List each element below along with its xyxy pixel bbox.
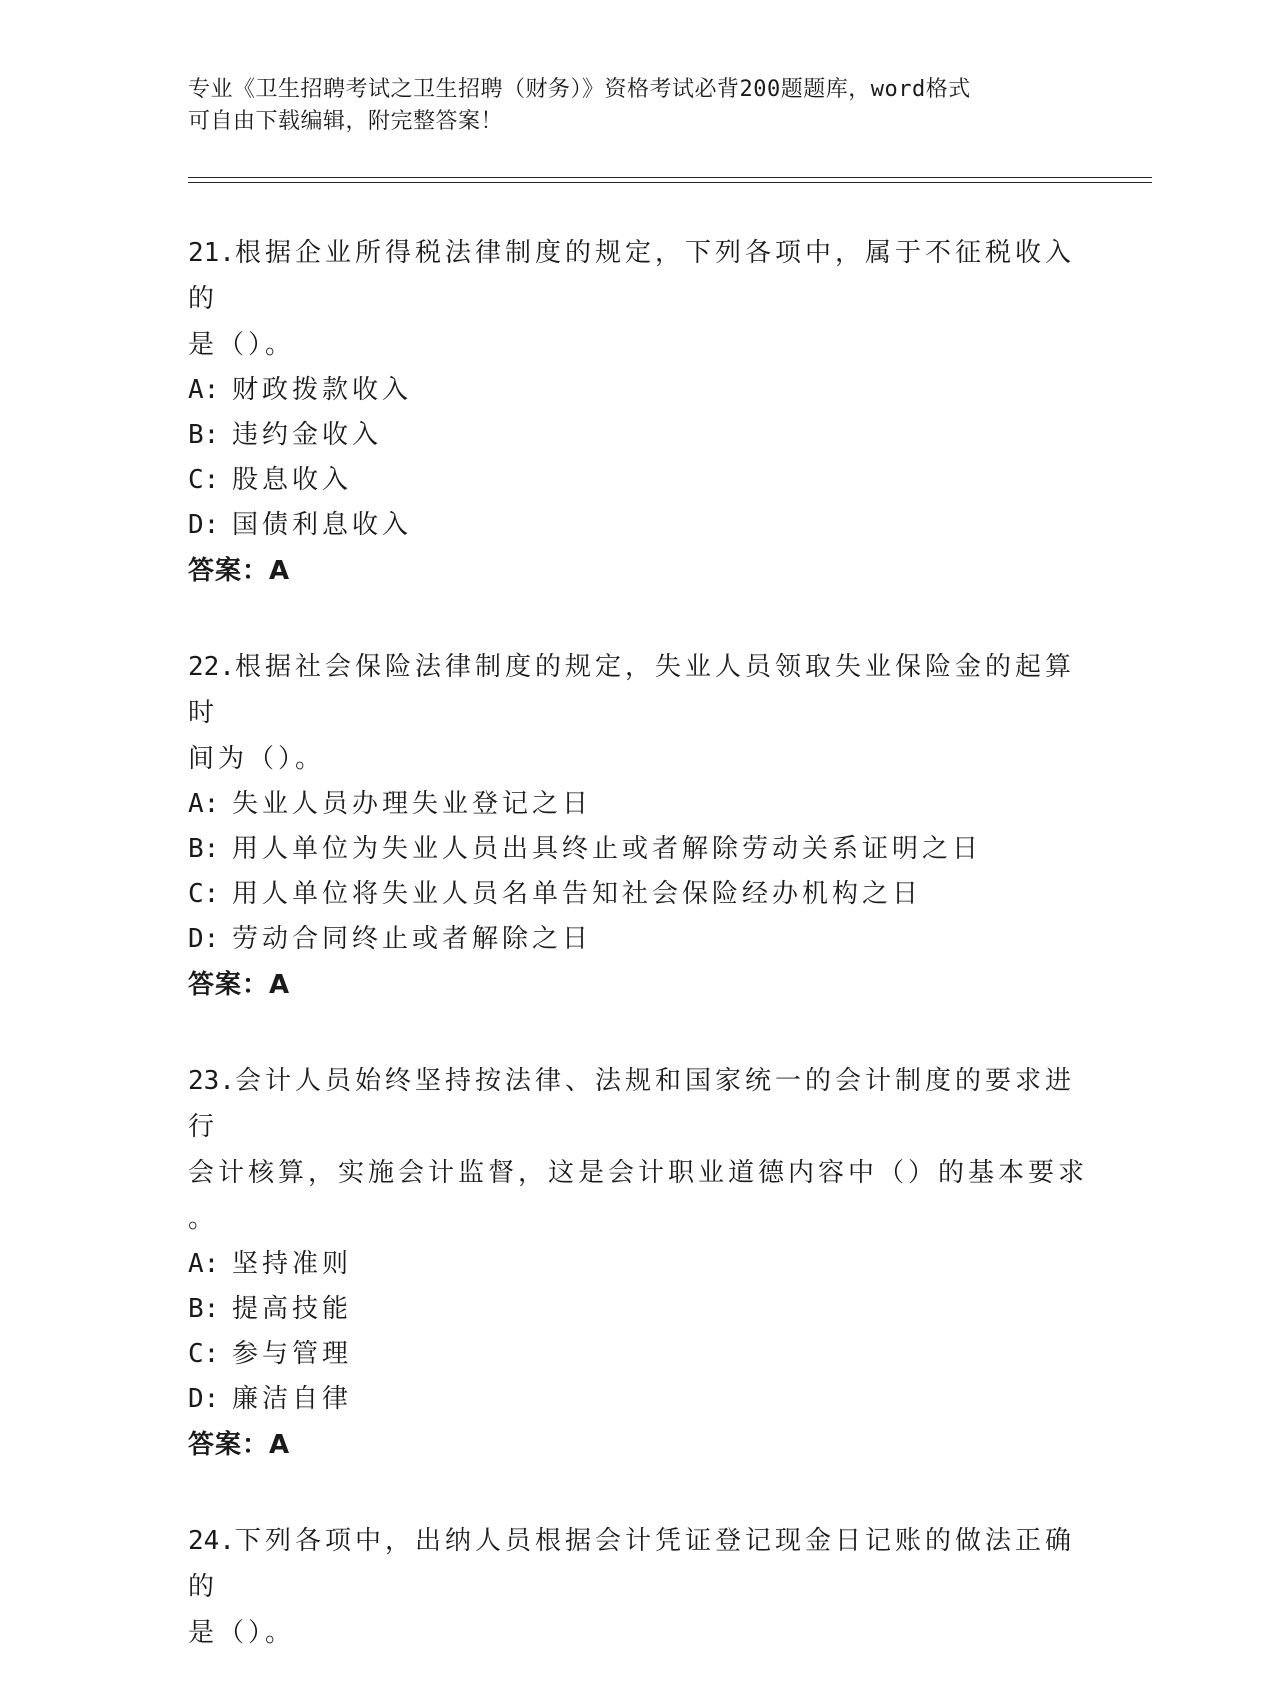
document-header: [188, 74, 1068, 138]
option-key: D:: [188, 924, 220, 954]
option-c: [188, 872, 1088, 917]
question-21: [188, 230, 1088, 594]
option-text: 用人单位为失业人员出具终止或者解除劳动关系证明之日: [232, 834, 983, 864]
option-key: D:: [188, 510, 220, 540]
option-text: 财政拨款收入: [232, 375, 413, 405]
option-text: 坚持准则: [232, 1249, 353, 1279]
answer-label: 答案：: [188, 556, 270, 586]
question-stem-line-2: 是（）。: [188, 330, 296, 360]
option-key: A:: [188, 1249, 220, 1279]
header-divider-bottom: [188, 182, 1152, 183]
question-stem-line-2: 是（）。: [188, 1618, 296, 1648]
answer-line: [188, 548, 1088, 594]
option-text: 国债利息收入: [232, 510, 413, 540]
option-text: 用人单位将失业人员名单告知社会保险经办机构之日: [232, 879, 923, 909]
answer-label: 答案：: [188, 970, 270, 1000]
option-text: 劳动合同终止或者解除之日: [232, 924, 593, 954]
option-b: [188, 827, 1088, 872]
option-b: [188, 1287, 1088, 1332]
option-text: 违约金收入: [232, 420, 383, 450]
question-stem: [188, 230, 1088, 322]
question-stem-line-2: 间为（）。: [188, 744, 326, 774]
header-title-line-1: 专业《卫生招聘考试之卫生招聘（财务）》资格考试必背200题题库，word格式: [188, 77, 971, 102]
option-d: [188, 1377, 1088, 1422]
answer-line: [188, 1422, 1088, 1468]
answer-label: 答案：: [188, 1430, 270, 1460]
option-a: [188, 368, 1088, 413]
option-key: B:: [188, 420, 220, 450]
question-list: [188, 230, 1088, 1706]
option-key: B:: [188, 1294, 220, 1324]
answer-line: [188, 962, 1088, 1008]
option-b: [188, 413, 1088, 458]
option-text: 股息收入: [232, 465, 353, 495]
option-key: C:: [188, 879, 220, 909]
header-divider-top: [188, 177, 1152, 178]
question-number: 21.: [188, 238, 235, 268]
question-23: [188, 1058, 1088, 1468]
question-24: [188, 1518, 1088, 1656]
option-c: [188, 1332, 1088, 1377]
question-number: 22.: [188, 652, 235, 682]
option-a: [188, 782, 1088, 827]
question-stem-line-3: 。: [188, 1204, 219, 1234]
question-stem: [188, 644, 1088, 736]
option-d: [188, 503, 1088, 548]
option-key: A:: [188, 375, 220, 405]
question-stem-line-1: 下列各项中，出纳人员根据会计凭证登记现金日记账的做法正确的: [188, 1526, 1075, 1602]
option-a: [188, 1242, 1088, 1287]
option-c: [188, 458, 1088, 503]
header-title-line-2: 可自由下载编辑，附完整答案！: [188, 109, 504, 134]
question-number: 24.: [188, 1526, 235, 1556]
option-key: C:: [188, 1339, 220, 1369]
question-stem: [188, 1518, 1088, 1610]
question-stem-line-1: 根据社会保险法律制度的规定，失业人员领取失业保险金的起算时: [188, 652, 1075, 728]
option-text: 参与管理: [232, 1339, 353, 1369]
question-stem-line-2: 会计核算，实施会计监督，这是会计职业道德内容中（）的基本要求: [188, 1158, 1089, 1188]
option-text: 廉洁自律: [232, 1384, 353, 1414]
answer-value: A: [269, 970, 291, 1000]
question-number: 23.: [188, 1066, 235, 1096]
question-stem: [188, 1058, 1088, 1150]
answer-value: A: [269, 1430, 291, 1460]
question-stem-line-1: 会计人员始终坚持按法律、法规和国家统一的会计制度的要求进行: [188, 1066, 1075, 1142]
option-key: D:: [188, 1384, 220, 1414]
option-d: [188, 917, 1088, 962]
option-text: 失业人员办理失业登记之日: [232, 789, 593, 819]
option-text: 提高技能: [232, 1294, 353, 1324]
question-22: [188, 644, 1088, 1008]
option-key: C:: [188, 465, 220, 495]
option-key: A:: [188, 789, 220, 819]
answer-value: A: [269, 556, 291, 586]
question-stem-line-1: 根据企业所得税法律制度的规定，下列各项中，属于不征税收入的: [188, 238, 1075, 314]
option-key: B:: [188, 834, 220, 864]
